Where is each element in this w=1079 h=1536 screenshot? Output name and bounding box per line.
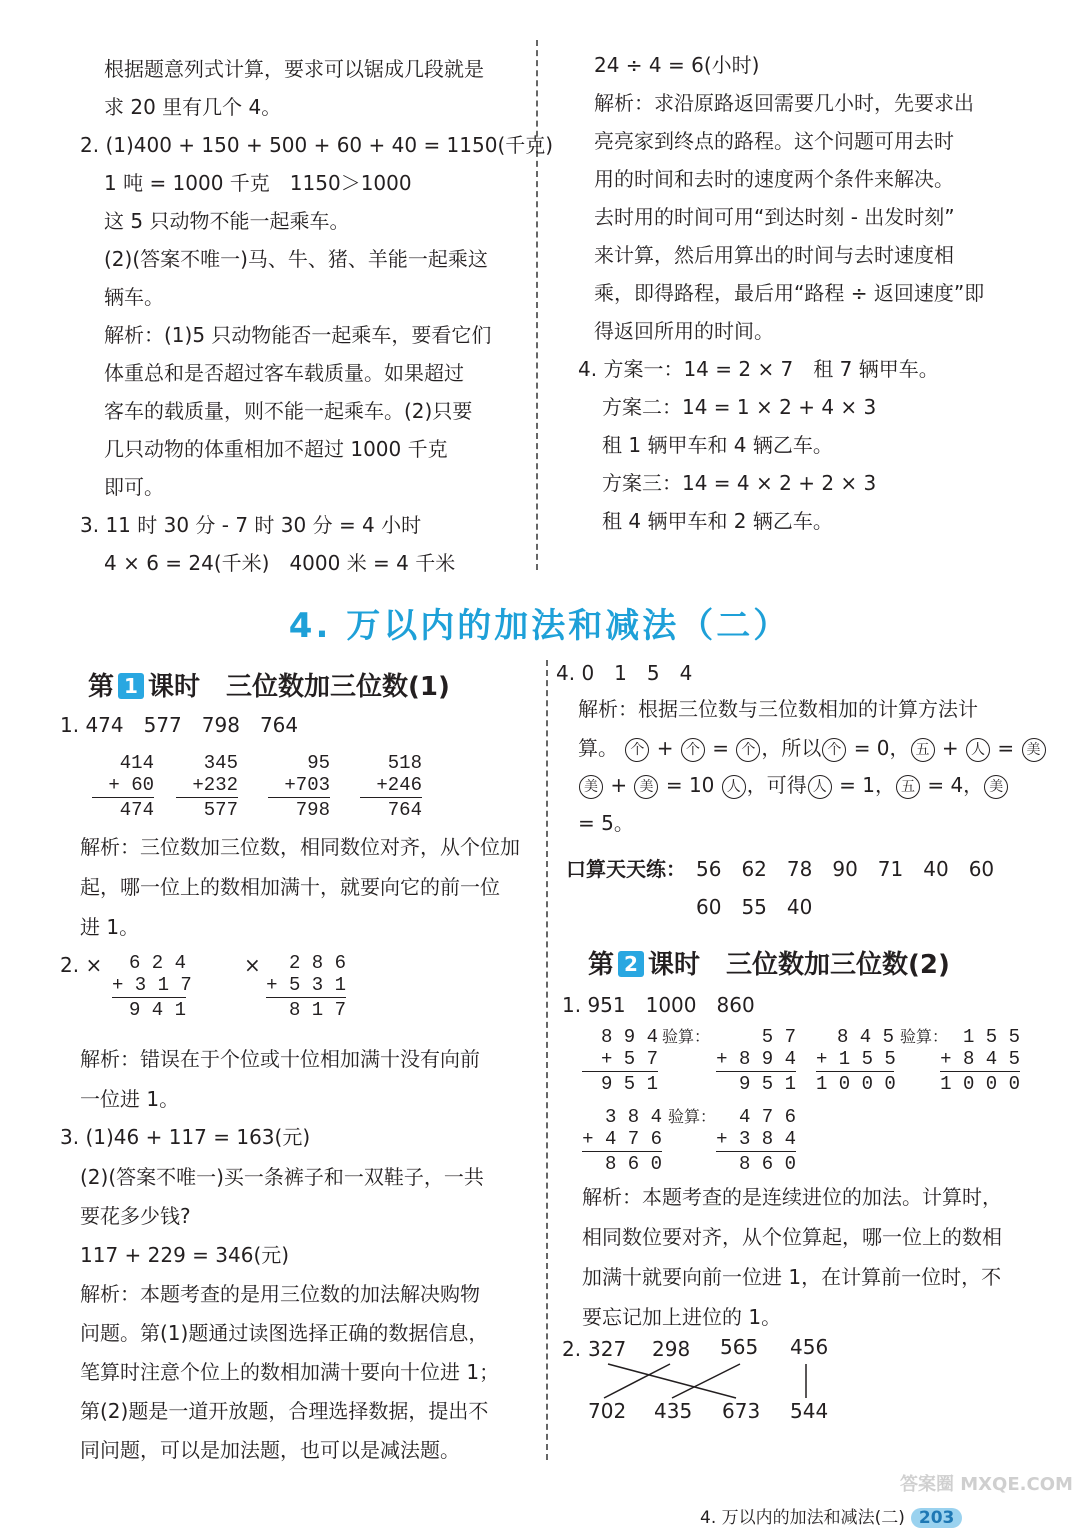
r4-line-2 xyxy=(578,735,1047,762)
circled-char: 美 xyxy=(1022,738,1046,762)
footer-chapter: 4. 万以内的加法和减法(二) xyxy=(700,1508,905,1528)
watermark: 答案圈 MXQE.COM xyxy=(900,1474,1073,1495)
text-line: 解析：求沿原路返回需要几小时，先要求出 xyxy=(594,91,974,115)
sum-line xyxy=(268,797,330,798)
circled-char: 美 xyxy=(634,775,658,799)
text-line: 体重总和是否超过客车载质量。如果超过 xyxy=(104,361,464,385)
circled-char: 个 xyxy=(736,738,760,762)
addend: 414 xyxy=(119,752,154,774)
sum: 9 4 1 xyxy=(128,999,186,1021)
circled-char: 美 xyxy=(579,775,603,799)
text-line: 乘，即得路程，最后用“路程 ÷ 返回速度”即 xyxy=(594,281,985,305)
text-line: 方案三：14 = 4 × 2 + 2 × 3 xyxy=(602,471,877,495)
lesson-1-heading xyxy=(88,666,450,703)
match-line xyxy=(608,1364,736,1398)
text-line: 根据题意列式计算，要求可以锯成几段就是 xyxy=(104,57,484,81)
plus-sign: + xyxy=(656,736,674,760)
addend: + 5 7 xyxy=(600,1048,658,1070)
text-line: 几只动物的体重相加不超过 1000 千克 xyxy=(104,437,448,461)
addend: 2 8 6 xyxy=(288,952,346,974)
sum: 8 1 7 xyxy=(288,999,346,1021)
page-footer xyxy=(700,1503,962,1528)
q3-line: (2)(答案不唯一)买一条裤子和一双鞋子，一共 xyxy=(80,1165,484,1189)
circled-char: 美 xyxy=(984,775,1008,799)
equals-sign: = xyxy=(712,736,729,760)
text-line: 用的时间和去时的速度两个条件来解决。 xyxy=(594,167,954,191)
q3-line: 第(2)题是一道开放题，合理选择数据，提出不 xyxy=(80,1399,489,1423)
addend: + 3 1 7 xyxy=(112,974,192,996)
chapter-title: 4. 万以内的加法和减法（二） xyxy=(288,606,791,646)
sum: 1 0 0 0 xyxy=(940,1073,1020,1095)
sum-line xyxy=(816,1071,894,1072)
l2-q2-label: 2. xyxy=(562,1337,582,1361)
addend: 5 7 xyxy=(761,1026,796,1048)
text-line: 亮亮家到终点的路程。这个问题可用去时 xyxy=(594,129,954,153)
text-line: 即可。 xyxy=(104,475,164,499)
oral-practice-label: 口算天天练： xyxy=(566,857,686,881)
text: = 10 xyxy=(665,773,715,797)
match-top-number: 456 xyxy=(790,1335,829,1359)
sum-line xyxy=(112,997,186,998)
circled-char: 个 xyxy=(681,738,705,762)
vertical-addition xyxy=(112,952,192,1021)
lesson-2-heading xyxy=(588,944,950,981)
q2-wrong-mark: 2. × xyxy=(60,953,103,977)
lesson-number-badge: 1 xyxy=(118,673,144,699)
addend: + 60 xyxy=(108,774,154,796)
sum-line xyxy=(940,1071,1020,1072)
text-line: 24 ÷ 4 = 6(小时) xyxy=(594,53,760,77)
analysis-line: 进 1。 xyxy=(80,915,140,939)
q3-line: 问题。第(1)题通过读图选择正确的数据信息， xyxy=(80,1321,489,1345)
sum-line xyxy=(582,1071,658,1072)
circled-char: 个 xyxy=(822,738,846,762)
equals-sign: = xyxy=(997,736,1015,760)
vertical-addition-check xyxy=(716,1026,796,1095)
check-label: 验算： xyxy=(900,1027,949,1046)
addend: + 8 4 5 xyxy=(940,1048,1020,1070)
text: = 0， xyxy=(853,736,910,760)
vertical-addition-check xyxy=(940,1026,1020,1095)
analysis-line: 解析：错误在于个位或十位相加满十没有向前 xyxy=(80,1047,480,1071)
addend: 8 9 4 xyxy=(600,1026,658,1048)
r4-line-3 xyxy=(578,772,1009,799)
column-divider-top xyxy=(536,40,538,570)
plus-sign: + xyxy=(610,773,628,797)
analysis-line: 一位进 1。 xyxy=(80,1087,180,1111)
l2-q1: 1. 951 1000 860 xyxy=(562,993,755,1017)
r4-analysis: 解析：根据三位数与三位数相加的计算方法计 xyxy=(578,697,978,721)
sum: 577 xyxy=(203,799,238,821)
q3-line: 同问题，可以是加法题，也可以是减法题。 xyxy=(80,1438,460,1462)
text-line: 租 4 辆甲车和 2 辆乙车。 xyxy=(602,509,833,533)
text-line: 3. 11 时 30 分 - 7 时 30 分 = 4 小时 xyxy=(80,513,422,537)
circled-char: 人 xyxy=(808,775,832,799)
circled-char: 个 xyxy=(625,738,649,762)
analysis-line: 要忘记加上进位的 1。 xyxy=(582,1305,782,1329)
match-top-number: 327 xyxy=(588,1337,627,1361)
addend: + 3 8 4 xyxy=(716,1128,796,1150)
sum: 474 xyxy=(119,799,154,821)
text-line: 得返回所用的时间。 xyxy=(594,319,774,343)
match-line xyxy=(604,1364,670,1398)
text-line: 4. 方案一：14 = 2 × 7 租 7 辆甲车。 xyxy=(578,357,939,381)
sum: 9 5 1 xyxy=(600,1073,658,1095)
vertical-addition xyxy=(582,1026,658,1095)
text-line: 1 吨 = 1000 千克 1150＞1000 xyxy=(104,171,412,195)
sum-line xyxy=(360,797,422,798)
text-line: 4 × 6 = 24(千米) 4000 米 = 4 千米 xyxy=(104,551,456,575)
addend: 95 xyxy=(307,752,330,774)
sum: 8 6 0 xyxy=(604,1153,662,1175)
circled-char: 人 xyxy=(966,738,990,762)
addend: + 1 5 5 xyxy=(816,1048,896,1070)
sum: 764 xyxy=(387,799,422,821)
column-divider-bottom xyxy=(546,660,548,1460)
text: = 4， xyxy=(927,773,984,797)
lesson-pre: 第 xyxy=(88,672,115,702)
match-bottom-number: 435 xyxy=(654,1399,693,1423)
match-top-number: 565 xyxy=(720,1335,759,1359)
q3-line: 解析：本题考查的是用三位数的加法解决购物 xyxy=(80,1282,480,1306)
sum-line xyxy=(266,997,346,998)
sum: 798 xyxy=(295,799,330,821)
check-label: 验算： xyxy=(668,1107,717,1126)
vertical-addition xyxy=(266,952,346,1021)
text-line: 这 5 只动物不能一起乘车。 xyxy=(104,209,350,233)
vertical-addition xyxy=(582,1106,662,1175)
sum-line xyxy=(716,1071,796,1072)
match-bottom-number: 702 xyxy=(588,1399,627,1423)
addend: 1 5 5 xyxy=(962,1026,1020,1048)
analysis-line: 解析：三位数加三位数，相同数位对齐，从个位加 xyxy=(80,835,520,859)
analysis-line: 相同数位要对齐，从个位算起，哪一位上的数相 xyxy=(582,1225,1002,1249)
addend: + 5 3 1 xyxy=(266,974,346,996)
sum-line xyxy=(582,1151,662,1152)
sum-line xyxy=(176,797,238,798)
addend: 8 4 5 xyxy=(836,1026,894,1048)
q2-wrong-mark-2: × xyxy=(244,953,261,977)
sum-line xyxy=(92,797,154,798)
text-line: 辆车。 xyxy=(104,285,164,309)
analysis-line: 加满十就要向前一位进 1，在计算前一位时，不 xyxy=(582,1265,1002,1289)
sum: 1 0 0 0 xyxy=(816,1073,896,1095)
text: ，可得 xyxy=(746,773,807,797)
oral-practice-row-2: 60 55 40 xyxy=(696,895,813,919)
addend: +246 xyxy=(376,774,422,796)
text-line: 求 20 里有几个 4。 xyxy=(104,95,282,119)
check-label: 验算： xyxy=(662,1027,711,1046)
circled-char: 人 xyxy=(722,775,746,799)
vertical-addition xyxy=(268,752,330,821)
lesson-pre: 第 xyxy=(588,950,615,980)
match-line xyxy=(672,1364,740,1398)
r4-line-4: = 5。 xyxy=(578,811,634,835)
q3-line: 3. (1)46 + 117 = 163(元) xyxy=(60,1125,311,1149)
addend: 3 8 4 xyxy=(604,1106,662,1128)
lesson-title: 课时 三位数加三位数(2) xyxy=(648,950,950,980)
text: ，所以 xyxy=(761,736,822,760)
text-line: 租 1 辆甲车和 4 辆乙车。 xyxy=(602,433,833,457)
text: 算。 xyxy=(578,736,618,760)
sum: 8 6 0 xyxy=(738,1153,796,1175)
analysis-line: 解析：本题考查的是连续进位的加法。计算时， xyxy=(582,1185,1002,1209)
r4-head: 4. 0 1 5 4 xyxy=(556,661,693,685)
q3-line: 要花多少钱? xyxy=(80,1204,191,1228)
vertical-addition xyxy=(92,752,154,821)
text-line: 客车的载质量，则不能一起乘车。(2)只要 xyxy=(104,399,473,423)
vertical-addition-check xyxy=(716,1106,796,1175)
l1-q1: 1. 474 577 798 764 xyxy=(60,713,299,737)
lesson-number-badge: 2 xyxy=(618,951,644,977)
text: = 1， xyxy=(839,773,895,797)
match-top-number: 298 xyxy=(652,1337,691,1361)
addend: + 8 9 4 xyxy=(716,1048,796,1070)
q3-line: 笔算时注意个位上的数相加满十要向十位进 1； xyxy=(80,1360,500,1384)
text-line: 来计算，然后用算出的时间与去时速度相 xyxy=(594,243,954,267)
addend: 345 xyxy=(203,752,238,774)
q3-line: 117 + 229 = 346(元) xyxy=(80,1243,290,1267)
match-bottom-number: 544 xyxy=(790,1399,829,1423)
oral-practice-row-1: 56 62 78 90 71 40 60 xyxy=(696,857,995,881)
match-bottom-number: 673 xyxy=(722,1399,761,1423)
vertical-addition xyxy=(360,752,422,821)
addend: 518 xyxy=(387,752,422,774)
text-line: 2. (1)400 + 150 + 500 + 60 + 40 = 1150(千克) xyxy=(80,133,554,157)
plus-sign: + xyxy=(941,736,959,760)
sum: 9 5 1 xyxy=(738,1073,796,1095)
analysis-line: 起，哪一位上的数相加满十，就要向它的前一位 xyxy=(80,875,500,899)
circled-char: 五 xyxy=(911,738,935,762)
addend: 6 2 4 xyxy=(128,952,186,974)
addend: + 4 7 6 xyxy=(582,1128,662,1150)
text-line: 解析：(1)5 只动物能否一起乘车，要看它们 xyxy=(104,323,492,347)
text-line: 方案二：14 = 1 × 2 + 4 × 3 xyxy=(602,395,877,419)
text-line: (2)(答案不唯一)马、牛、猪、羊能一起乘这 xyxy=(104,247,488,271)
addend: 4 7 6 xyxy=(738,1106,796,1128)
addend: +703 xyxy=(284,774,330,796)
addend: +232 xyxy=(192,774,238,796)
sum-line xyxy=(716,1151,796,1152)
text-line: 去时用的时间可用“到达时刻 - 出发时刻” xyxy=(594,205,955,229)
lesson-title: 课时 三位数加三位数(1) xyxy=(148,672,450,702)
vertical-addition xyxy=(816,1026,894,1095)
vertical-addition xyxy=(176,752,238,821)
circled-char: 五 xyxy=(896,775,920,799)
page-number: 203 xyxy=(911,1508,963,1528)
